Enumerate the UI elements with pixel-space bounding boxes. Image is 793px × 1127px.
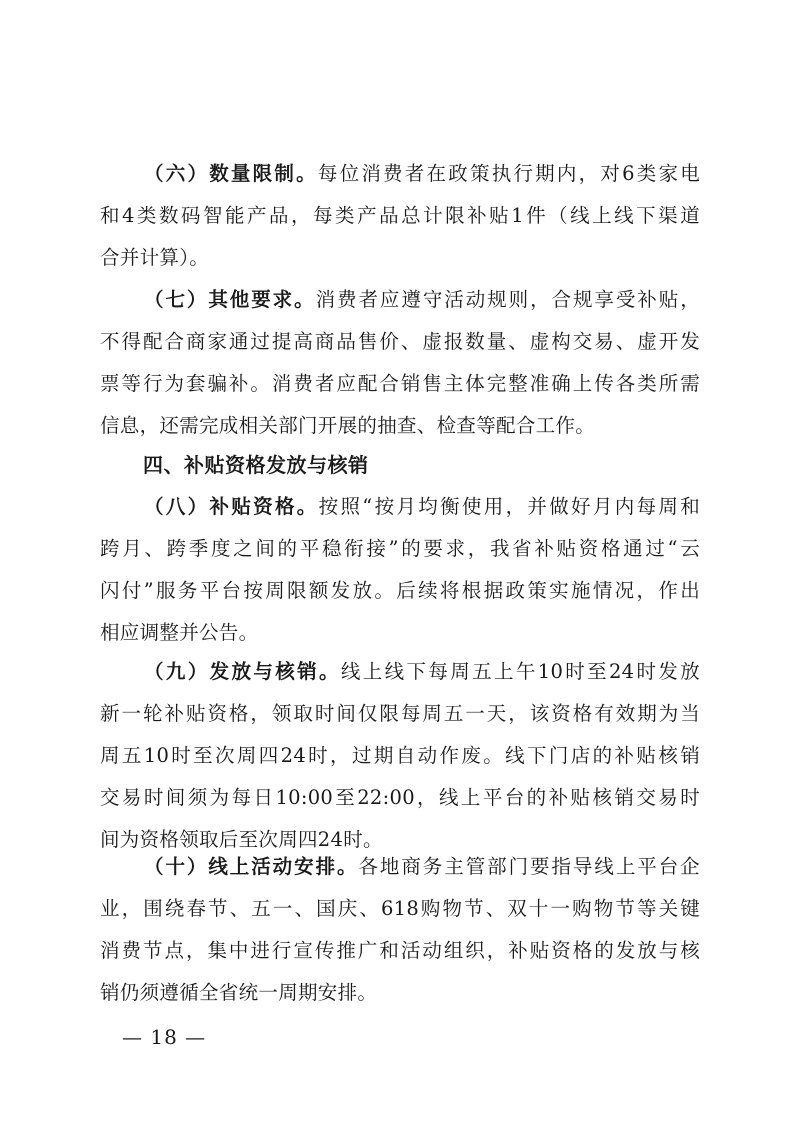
- item-8-label: （八）补贴资格。: [144, 495, 319, 518]
- item-9-label: （九）发放与核销。: [144, 660, 341, 683]
- section-heading: 四、补贴资格发放与核销: [143, 453, 369, 477]
- item-10-label: （十）线上活动安排。: [144, 855, 359, 878]
- page-number: — 18 —: [122, 1025, 207, 1049]
- item-8-line-4: 相应调整并公告。: [100, 621, 259, 644]
- item-7-line-1: 消费者应遵守活动规则，合规享受补贴，: [315, 288, 701, 311]
- item-7-label: （七）其他要求。: [144, 288, 316, 311]
- item-9-line-3: 周五10时至次周四24时，过期自动作废。线下门店的补贴核销: [100, 744, 700, 767]
- item-7-line-2: 不得配合商家通过提高商品售价、虚报数量、虚构交易、虚开发: [100, 330, 700, 353]
- item-10-line-2: 业，围绕春节、五一、国庆、618购物节、双十一购物节等关键: [100, 897, 700, 920]
- item-9-line-5: 间为资格领取后至次周四24时。: [100, 828, 383, 851]
- item-8-line-2: 跨月、跨季度之间的平稳衔接”的要求，我省补贴资格通过“云: [100, 537, 700, 560]
- item-6-line-1: 每位消费者在政策执行期内，对6类家电: [317, 162, 700, 185]
- item-6-line-3: 合并计算）。: [100, 246, 210, 269]
- item-10-line-1: 各地商务主管部门要指导线上平台企: [358, 855, 700, 878]
- item-10-line-3: 消费节点，集中进行宣传推广和活动组织，补贴资格的发放与核: [100, 939, 700, 962]
- item-8-line-3: 闪付”服务平台按周限额发放。后续将根据政策实施情况，作出: [100, 579, 700, 602]
- item-7-line-4: 信息，还需完成相关部门开展的抽查、检查等配合工作。: [100, 414, 596, 437]
- item-9-line-1: 线上线下每周五上午10时至24时发放: [340, 660, 701, 683]
- item-6-label: （六）数量限制。: [144, 162, 318, 185]
- item-9-line-2: 新一轮补贴资格，领取时间仅限每周五一天，该资格有效期为当: [100, 702, 700, 725]
- item-9-line-4: 交易时间须为每日10:00至22:00，线上平台的补贴核销交易时: [100, 786, 700, 809]
- item-8-line-1: 按照“按月均衡使用，并做好月内每周和: [318, 495, 700, 518]
- item-10-line-4: 销仍须遵循全省统一周期安排。: [100, 981, 378, 1004]
- item-6-line-2: 和4类数码智能产品，每类产品总计限补贴1件（线上线下渠道: [100, 204, 700, 227]
- item-7-line-3: 票等行为套骗补。消费者应配合销售主体完整准确上传各类所需: [100, 372, 700, 395]
